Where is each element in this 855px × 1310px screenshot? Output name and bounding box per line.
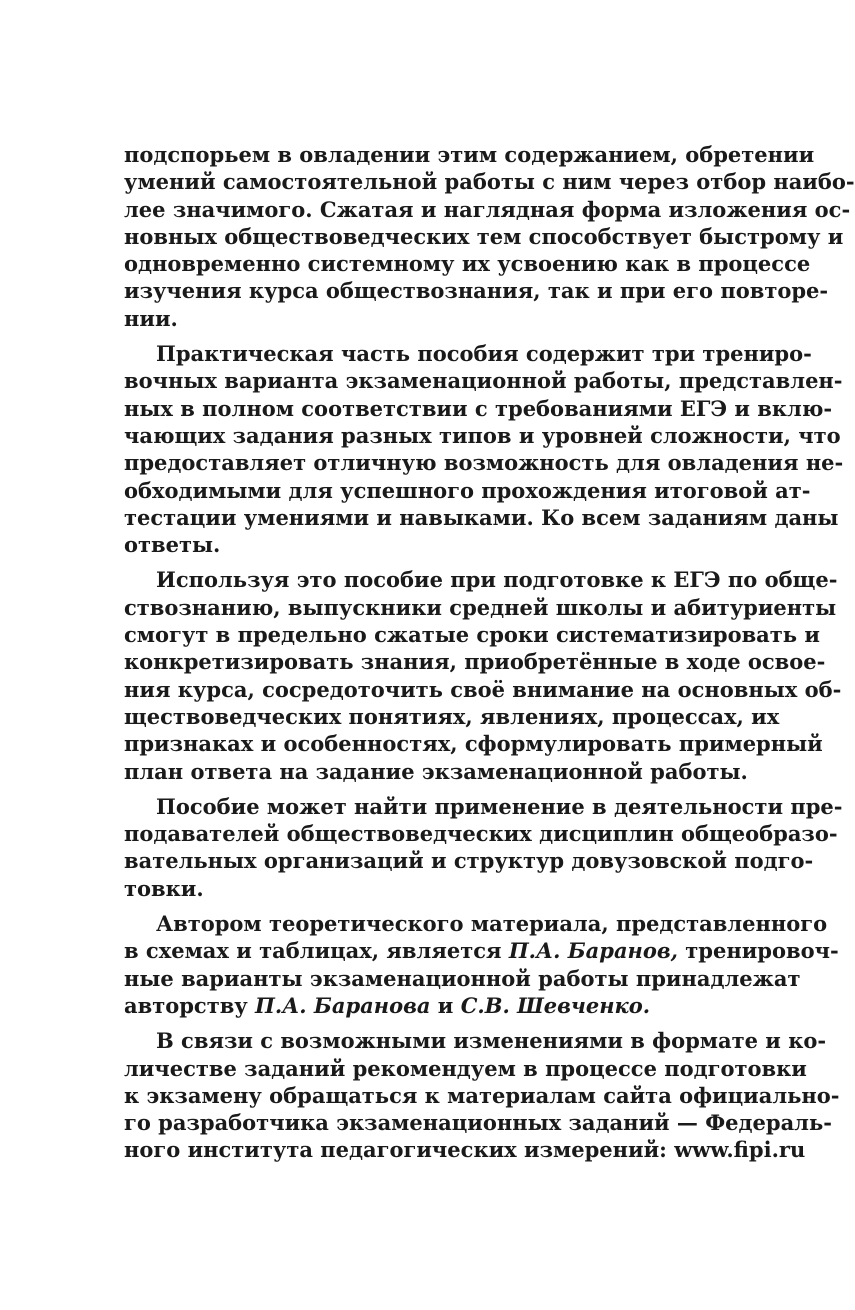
- text-line: ществоведческих понятиях, явлениях, процессах, их: [124, 703, 780, 729]
- text-fragment: и: [430, 992, 461, 1018]
- text-line: [124, 992, 762, 1019]
- text-line: [124, 937, 839, 964]
- text-fragment: авторству: [124, 992, 256, 1018]
- paragraph-continuation: [124, 141, 855, 332]
- text-line: товки.: [124, 875, 204, 901]
- text-line: одновременно системному их усвоению как в процессе: [124, 251, 811, 277]
- text-line: ных в полном соответствии с требованиями ЕГЭ и вклю-: [124, 395, 833, 421]
- text-line: вательных организаций и структур довузовской подго-: [124, 848, 814, 874]
- text-line: подспорьем в овладении этим содержанием, обретении: [124, 142, 815, 167]
- text-line: Используя это пособие при подготовке к ЕГЭ по обще-: [156, 567, 838, 593]
- text-line: Практическая часть пособия содержит три трениро-: [156, 341, 812, 367]
- text-line: ные варианты экзаменационной работы принадлежат: [124, 965, 801, 991]
- text-line: план ответа на задание экзаменационной работы.: [124, 758, 748, 784]
- paragraph-fipi-note: [124, 1027, 840, 1163]
- text-line: ного института педагогических измерений: www.fipi.ru: [124, 1137, 806, 1163]
- body-text: [124, 141, 855, 1164]
- text-line: вочных варианта экзаменационной работы, представлен-: [124, 368, 843, 394]
- text-line: конкретизировать знания, приобретённые в ходе освое-: [124, 649, 826, 675]
- text-line: личестве заданий рекомендуем в процессе подготовки: [124, 1055, 807, 1081]
- text-line: чающих задания разных типов и уровней сложности, что: [124, 422, 841, 448]
- text-line: ответы.: [124, 532, 221, 558]
- text-line: ствознанию, выпускники средней школы и абитуриенты: [124, 594, 837, 620]
- text-line: лее значимого. Сжатая и наглядная форма изложения ос-: [124, 196, 851, 222]
- text-line: тестации умениями и навыками. Ко всем заданиям даны: [124, 504, 839, 530]
- author-name: С.В. Шевченко.: [460, 992, 651, 1018]
- text-line: к экзамену обращаться к материалам сайта официально-: [124, 1082, 840, 1108]
- text-line: ния курса, сосредоточить своё внимание на основных об-: [124, 676, 842, 702]
- text-line: го разработчика экзаменационных заданий — Федераль-: [124, 1110, 832, 1136]
- text-line: смогут в предельно сжатые сроки систематизировать и: [124, 622, 820, 648]
- text-line: В связи с возможными изменениями в формате и ко-: [156, 1028, 827, 1054]
- text-line: изучения курса обществознания, так и при его повторе-: [124, 278, 829, 304]
- text-line: Автором теоретического материала, представленного: [156, 911, 828, 937]
- text-line: предоставляет отличную возможность для овладения не-: [124, 450, 844, 476]
- text-line: нии.: [124, 305, 178, 331]
- text-line: новных обществоведческих тем способствует быстрому и: [124, 223, 844, 249]
- author-name: П.А. Баранов,: [508, 938, 678, 964]
- author-name: П.А. Баранова: [255, 992, 431, 1018]
- text-line: умений самостоятельной работы с ним через отбор наибо-: [124, 169, 855, 195]
- text-fragment: в схемах и таблицах, является: [124, 938, 509, 964]
- text-line: признаках и особенностях, сформулировать примерный: [124, 731, 823, 757]
- text-line: обходимыми для успешного прохождения итоговой ат-: [124, 477, 811, 503]
- text-fragment: тренировоч-: [677, 938, 839, 964]
- paragraph-usage: [124, 566, 842, 784]
- paragraph-authors: [124, 910, 839, 1019]
- text-line: Пособие может найти применение в деятельности пре-: [156, 793, 843, 819]
- paragraph-application: [124, 793, 843, 902]
- paragraph-practical-part: [124, 340, 844, 558]
- text-line: подавателей обществоведческих дисциплин общеобразо-: [124, 821, 838, 847]
